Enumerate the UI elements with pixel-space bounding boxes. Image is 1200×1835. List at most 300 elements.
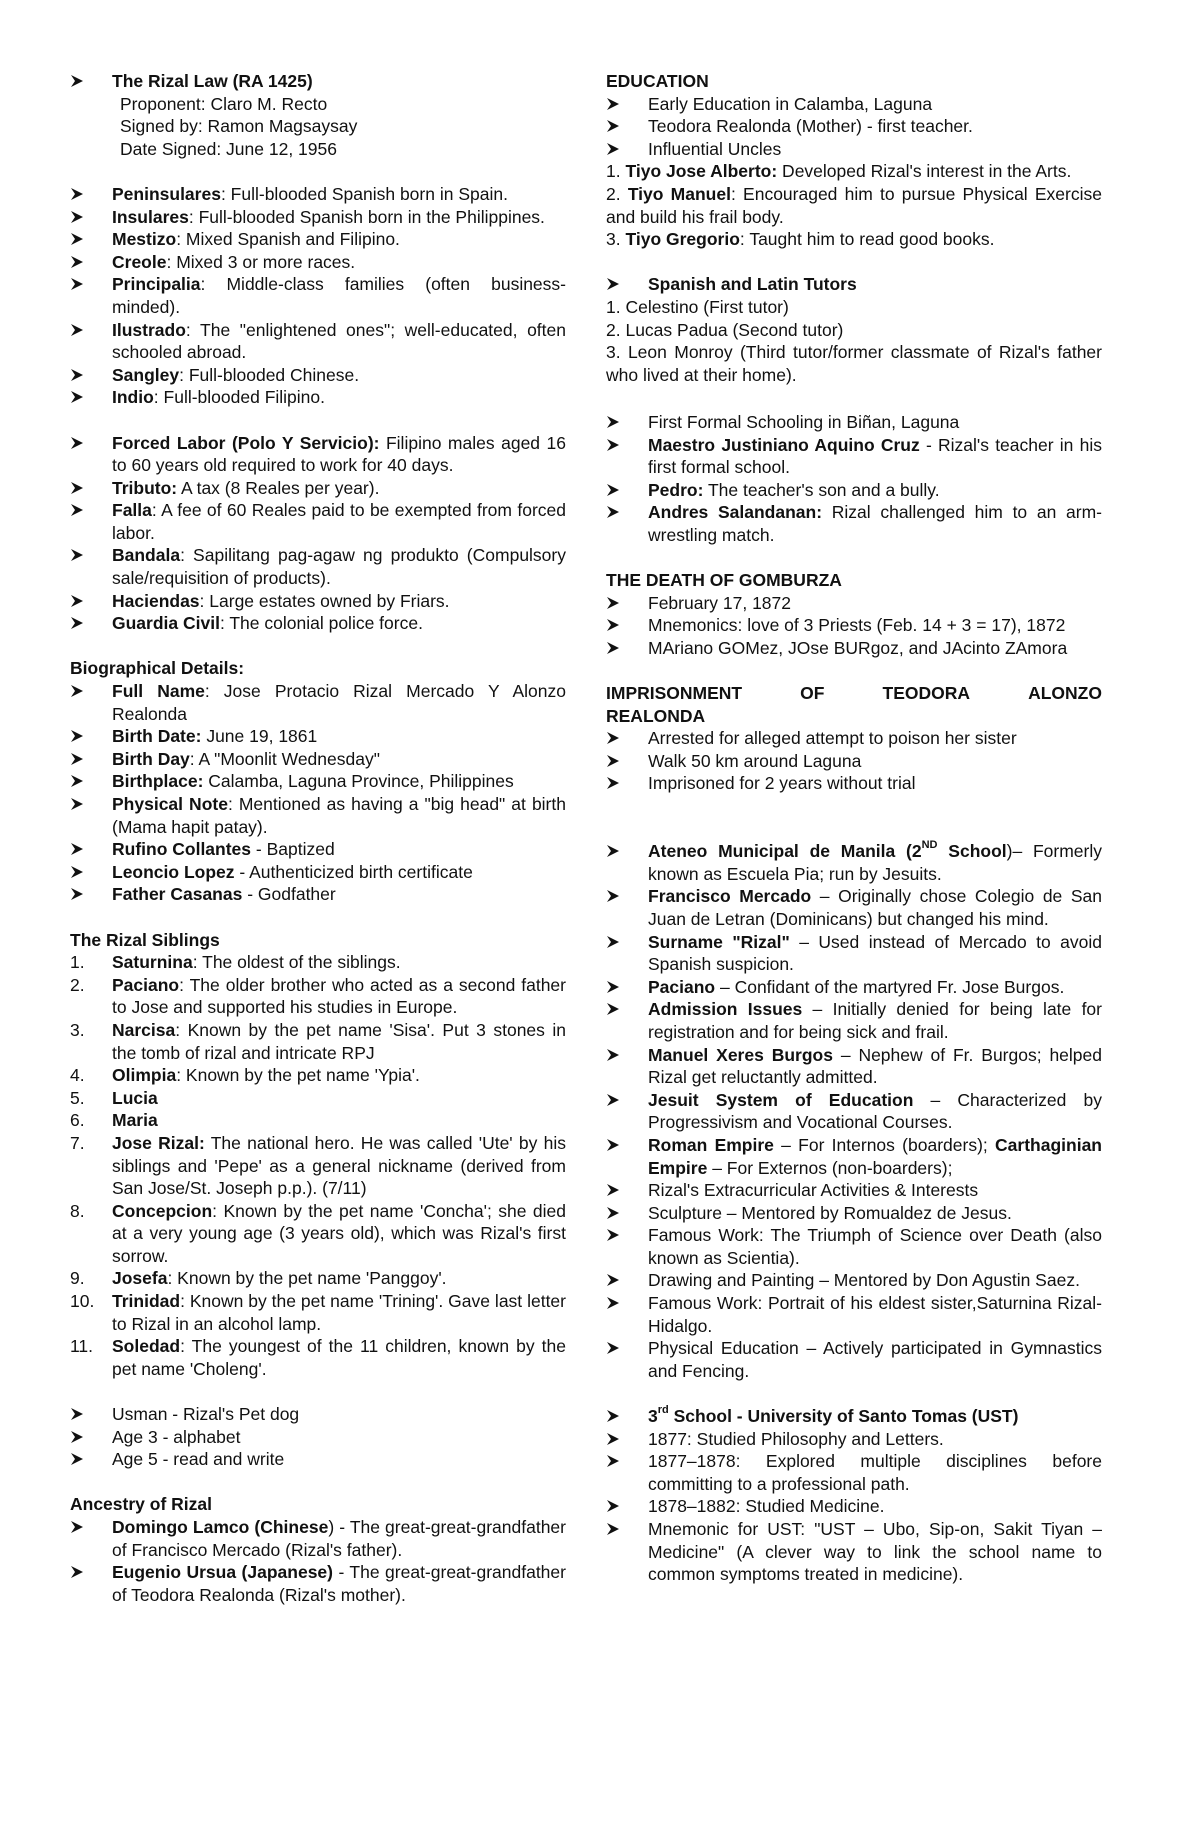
item-text: Sculpture – Mentored by Romualdez de Jesus. xyxy=(648,1202,1012,1223)
list-item xyxy=(70,273,566,318)
ust-heading-text: School - University of Santo Tomas (UST) xyxy=(668,1406,1019,1427)
term: Maria xyxy=(112,1110,158,1131)
arrow-bullet-icon xyxy=(606,750,628,772)
definition: : Full-blooded Spanish born in the Philippines. xyxy=(188,206,545,227)
item-text: Usman - Rizal's Pet dog xyxy=(112,1404,300,1425)
bio-heading: Biographical Details: xyxy=(70,658,245,679)
imprisonment-heading-line2: REALONDA xyxy=(606,705,706,726)
education-list xyxy=(606,93,1102,161)
binan-list xyxy=(606,411,1102,547)
item-text: Early Education in Calamba, Laguna xyxy=(648,93,933,114)
imprisonment-heading xyxy=(606,682,1102,705)
arrow-bullet-icon xyxy=(70,748,92,770)
arrow-bullet-icon xyxy=(606,885,628,907)
arrow-bullet-icon xyxy=(70,725,92,747)
definition: : Jose Protacio Rizal Mercado Y Alonzo Realonda xyxy=(112,681,566,724)
term: Paciano xyxy=(648,976,716,997)
ateneo-sup: ND xyxy=(921,839,938,852)
term: Jose Rizal: xyxy=(112,1132,205,1153)
term: Eugenio Ursua (Japanese) xyxy=(112,1562,333,1583)
list-item xyxy=(70,183,566,206)
tutors-heading: Spanish and Latin Tutors xyxy=(648,274,857,295)
arrow-bullet-icon xyxy=(606,1134,628,1156)
item-number: 4. xyxy=(70,1065,85,1086)
definition: Developed Rizal's interest in the Arts. xyxy=(777,161,1072,182)
arrow-bullet-icon xyxy=(70,386,92,408)
item-number: 5. xyxy=(70,1087,85,1108)
right-column xyxy=(606,70,1102,1586)
ateneo-term-text2: School xyxy=(937,841,1007,862)
definition: : Mixed Spanish and Filipino. xyxy=(176,229,400,250)
numbered-item xyxy=(70,951,566,974)
arrow-bullet-icon xyxy=(70,499,92,521)
term: Tiyo Gregorio xyxy=(625,229,740,250)
rizal-law-date-signed: Date Signed: June 12, 1956 xyxy=(120,138,337,159)
list-item xyxy=(70,206,566,229)
item-text: Drawing and Painting – Mentored by Don Agustin Saez. xyxy=(648,1270,1080,1291)
term: Tiyo Manuel xyxy=(627,183,731,204)
definition: The national hero. He was called 'Ute' by his siblings and 'Pepe' as a general nickname (derived from San Jose/St. Joseph p.p.). (7/11) xyxy=(112,1132,566,1199)
term: Manuel Xeres Burgos xyxy=(648,1044,833,1065)
definition: : The oldest of the siblings. xyxy=(192,952,401,973)
list-item xyxy=(606,1428,1102,1451)
arrow-bullet-icon xyxy=(606,931,628,953)
arrow-bullet-icon xyxy=(606,115,628,137)
colonial-practices-list xyxy=(70,432,566,635)
arrow-bullet-icon xyxy=(606,637,628,659)
arrow-bullet-icon xyxy=(606,1450,628,1472)
list-item xyxy=(606,1518,1102,1586)
ateneo-def: )– Formerly known as Escuela Pia; run by Jesuits. xyxy=(648,841,1102,884)
term: Falla xyxy=(112,500,152,521)
list-item xyxy=(70,612,566,635)
list-item xyxy=(606,637,1102,660)
definition: : A fee of 60 Reales paid to be exempted from forced labor. xyxy=(112,500,566,543)
ust-sup: rd xyxy=(657,1404,669,1417)
social-classes-list xyxy=(70,183,566,409)
item-text: Teodora Realonda (Mother) - first teacher. xyxy=(648,116,973,137)
definition: Calamba, Laguna Province, Philippines xyxy=(203,771,514,792)
arrow-bullet-icon xyxy=(70,228,92,250)
education-heading: EDUCATION xyxy=(606,71,709,91)
imprisonment-heading-word: OF xyxy=(800,683,825,704)
definition: : Known by the pet name 'Trining'. Gave last letter to Rizal in an alcohol lamp. xyxy=(112,1291,566,1334)
definition: – Initially denied for being late for registration and for being sick and frail. xyxy=(648,999,1102,1042)
list-item xyxy=(70,861,566,884)
list-item xyxy=(606,885,1102,930)
arrow-bullet-icon xyxy=(70,1448,92,1470)
term: Leoncio Lopez xyxy=(112,861,235,882)
list-item xyxy=(606,1134,1102,1179)
definition: : Encouraged him to pursue Physical Exercise and build his frail body. xyxy=(606,183,1102,227)
arrow-bullet-icon xyxy=(606,1224,628,1246)
list-item xyxy=(70,364,566,387)
term: Bandala xyxy=(112,545,181,566)
item-text: 1877: Studied Philosophy and Letters. xyxy=(648,1428,944,1449)
definition: - Godfather xyxy=(242,884,336,905)
list-item xyxy=(606,1405,1102,1428)
siblings-list xyxy=(70,951,566,1380)
arrow-bullet-icon xyxy=(70,70,92,92)
arrow-bullet-icon xyxy=(606,1428,628,1450)
definition: : Known by the pet name 'Sisa'. Put 3 stones in the tomb of rizal and intricate RPJ xyxy=(112,1019,566,1063)
list-item xyxy=(70,544,566,589)
list-item xyxy=(70,590,566,613)
list-item xyxy=(606,1495,1102,1518)
list-item xyxy=(606,273,1102,296)
item-text: 1877–1878: Explored multiple disciplines before committing to a professional path. xyxy=(648,1451,1102,1494)
carthage-def: – For Externos (non-boarders); xyxy=(707,1157,953,1178)
arrow-bullet-icon xyxy=(70,793,92,815)
arrow-bullet-icon xyxy=(606,998,628,1020)
item-number: 3. xyxy=(606,229,621,250)
item-number: 10. xyxy=(70,1291,95,1312)
numbered-item xyxy=(70,1200,566,1268)
numbered-item xyxy=(70,1064,566,1087)
tutor-line: 3. Leon Monroy (Third tutor/former classmate of Rizal's father who lived at their home). xyxy=(606,342,1102,385)
arrow-bullet-icon xyxy=(70,364,92,386)
list-item xyxy=(606,727,1102,750)
definition: – Nephew of Fr. Burgos; helped Rizal get reluctantly admitted. xyxy=(648,1044,1102,1088)
uncles-list xyxy=(606,160,1102,250)
item-text: Mnemonics: love of 3 Priests (Feb. 14 + 3 = 17), 1872 xyxy=(648,615,1066,636)
definition: – Originally chose Colegio de San Juan de Letran (Dominicans) but changed his mind. xyxy=(648,886,1102,929)
definition: - The great-great-grandfather of Teodora Realonda (Rizal's mother). xyxy=(112,1562,566,1605)
definition: : Full-blooded Chinese. xyxy=(179,364,360,385)
term: Principalia xyxy=(112,274,201,295)
item-number: 6. xyxy=(70,1110,85,1131)
definition: : Known by the pet name 'Ypia'. xyxy=(176,1065,420,1086)
list-item xyxy=(606,1202,1102,1225)
item-text: Walk 50 km around Laguna xyxy=(648,750,862,771)
list-item xyxy=(70,1426,566,1449)
tutor-line: 2. Lucas Padua (Second tutor) xyxy=(606,319,844,340)
list-item xyxy=(70,1561,566,1606)
item-text: MAriano GOMez, JOse BURgoz, and JAcinto ZAmora xyxy=(648,637,1068,658)
arrow-bullet-icon xyxy=(606,1179,628,1201)
bio-list xyxy=(70,680,566,906)
term: Paciano xyxy=(112,974,180,995)
term: Ilustrado xyxy=(112,319,186,340)
term: Surname "Rizal" xyxy=(648,931,790,952)
arrow-bullet-icon xyxy=(70,590,92,612)
list-item xyxy=(606,1089,1102,1134)
definition: : Taught him to read good books. xyxy=(739,229,995,250)
term: Father Casanas xyxy=(112,884,243,905)
term: Admission Issues xyxy=(648,999,803,1020)
item-text: Famous Work: Portrait of his eldest sister,Saturnina Rizal-Hidalgo. xyxy=(648,1293,1102,1336)
list-item xyxy=(606,772,1102,795)
roman-term: Roman Empire xyxy=(648,1134,774,1155)
term: Peninsulares xyxy=(112,183,221,204)
arrow-bullet-icon xyxy=(606,1495,628,1517)
numbered-item xyxy=(606,160,1102,183)
term: Pedro: xyxy=(648,479,704,500)
definition: : Full-blooded Filipino. xyxy=(153,387,325,408)
numbered-item xyxy=(606,228,1102,251)
arrow-bullet-icon xyxy=(606,1518,628,1540)
definition: ) - The great-great-grandfather of Francisco Mercado (Rizal's father). xyxy=(112,1517,566,1560)
term: Narcisa xyxy=(112,1019,176,1040)
numbered-item xyxy=(70,1335,566,1380)
term: Insulares xyxy=(112,206,189,227)
definition: June 19, 1861 xyxy=(201,726,318,747)
arrow-bullet-icon xyxy=(606,273,628,295)
list-item xyxy=(606,1450,1102,1495)
term: Concepcion xyxy=(112,1200,213,1221)
ancestry-heading: Ancestry of Rizal xyxy=(70,1494,212,1515)
arrow-bullet-icon xyxy=(606,1089,628,1111)
numbered-item xyxy=(606,183,1102,228)
list-item xyxy=(70,748,566,771)
left-column xyxy=(70,70,566,1606)
term: Birthplace: xyxy=(112,771,204,792)
list-item xyxy=(70,1448,566,1471)
definition: : The older brother who acted as a second father to Jose and supported his studies in Europe. xyxy=(112,974,566,1018)
arrow-bullet-icon xyxy=(606,1405,628,1427)
arrow-bullet-icon xyxy=(606,976,628,998)
arrow-bullet-icon xyxy=(606,479,628,501)
definition: The teacher's son and a bully. xyxy=(703,479,940,500)
item-number: 9. xyxy=(70,1268,85,1289)
arrow-bullet-icon xyxy=(70,273,92,295)
arrow-bullet-icon xyxy=(606,1269,628,1291)
list-item xyxy=(606,840,1102,885)
list-item xyxy=(70,477,566,500)
list-item xyxy=(606,138,1102,161)
list-item xyxy=(70,838,566,861)
arrow-bullet-icon xyxy=(606,614,628,636)
definition: : Known by the pet name 'Concha'; she died at a very young age (3 years old), which was Rizal's first sorrow. xyxy=(112,1200,566,1266)
ust-heading xyxy=(648,1406,1018,1426)
list-item xyxy=(606,931,1102,976)
list-item xyxy=(606,411,1102,434)
arrow-bullet-icon xyxy=(606,434,628,456)
term: Full Name xyxy=(112,681,205,702)
rizal-law-title: The Rizal Law (RA 1425) xyxy=(112,71,313,91)
ust-list xyxy=(606,1428,1102,1586)
item-text: Famous Work: The Triumph of Science over Death (also known as Scientia). xyxy=(648,1225,1102,1268)
definition: : Mixed 3 or more races. xyxy=(166,251,356,272)
term: Rufino Collantes xyxy=(112,839,252,860)
term: Indio xyxy=(112,387,154,408)
activities-list xyxy=(606,1179,1102,1382)
rizal-law-signed-by: Signed by: Ramon Magsaysay xyxy=(120,116,358,137)
list-item xyxy=(70,770,566,793)
term: Physical Note xyxy=(112,794,228,814)
definition: : Middle-class families (often business-minded). xyxy=(112,274,566,317)
list-item xyxy=(606,1337,1102,1382)
list-item xyxy=(70,680,566,725)
arrow-bullet-icon xyxy=(70,1403,92,1425)
arrow-bullet-icon xyxy=(70,183,92,205)
arrow-bullet-icon xyxy=(606,138,628,160)
definition: – Used instead of Mercado to avoid Spanish suspicion. xyxy=(648,931,1102,975)
list-item xyxy=(70,883,566,906)
list-item xyxy=(606,1224,1102,1269)
numbered-item xyxy=(70,1132,566,1200)
list-item xyxy=(606,1044,1102,1089)
tutors-list xyxy=(606,296,1102,386)
term: Forced Labor (Polo Y Servicio): xyxy=(112,432,380,453)
imprisonment-heading-word: TEODORA xyxy=(882,683,971,704)
definition: : The "enlightened ones"; well-educated, often schooled abroad. xyxy=(112,319,566,363)
item-text: Rizal's Extracurricular Activities & Interests xyxy=(648,1180,979,1201)
item-number: 2. xyxy=(70,974,85,995)
arrow-bullet-icon xyxy=(606,840,628,862)
arrow-bullet-icon xyxy=(606,727,628,749)
item-text: Influential Uncles xyxy=(648,138,782,159)
list-item xyxy=(606,479,1102,502)
arrow-bullet-icon xyxy=(606,772,628,794)
item-number: 2. xyxy=(606,183,621,204)
list-item xyxy=(70,725,566,748)
gomburza-heading: THE DEATH OF GOMBURZA xyxy=(606,570,842,591)
ust-num: 3 xyxy=(648,1406,658,1427)
roman-def: – For Internos (boarders); xyxy=(773,1134,988,1155)
list-item xyxy=(70,251,566,274)
definition: : Mentioned as having a "big head" at birth (Mama hapit patay). xyxy=(112,794,566,837)
numbered-item xyxy=(70,1290,566,1335)
term: Birth Date: xyxy=(112,726,202,747)
siblings-heading: The Rizal Siblings xyxy=(70,929,220,950)
arrow-bullet-icon xyxy=(606,1202,628,1224)
list-item xyxy=(606,998,1102,1043)
item-number: 1. xyxy=(70,952,85,973)
term: Lucia xyxy=(112,1087,158,1108)
definition: : Large estates owned by Friars. xyxy=(199,590,450,611)
arrow-bullet-icon xyxy=(70,206,92,228)
definition: A tax (8 Reales per year). xyxy=(177,477,380,498)
list-item xyxy=(70,1403,566,1426)
arrow-bullet-icon xyxy=(70,838,92,860)
term: Mestizo xyxy=(112,229,177,250)
arrow-bullet-icon xyxy=(606,1337,628,1359)
item-text: Age 5 - read and write xyxy=(112,1449,285,1470)
imprisonment-heading-word: IMPRISONMENT xyxy=(606,683,743,704)
term: Domingo Lamco (Chinese xyxy=(112,1517,329,1537)
item-number: 11. xyxy=(70,1336,94,1357)
definition: - Authenticized birth certificate xyxy=(234,861,473,882)
list-item xyxy=(70,793,566,838)
definition: : The youngest of the 11 children, known by the pet name 'Choleng'. xyxy=(112,1336,566,1379)
item-number: 7. xyxy=(70,1132,85,1153)
imprisonment-list xyxy=(606,727,1102,795)
item-number: 3. xyxy=(70,1019,85,1040)
arrow-bullet-icon xyxy=(606,501,628,523)
gomburza-list xyxy=(606,592,1102,660)
item-number: 8. xyxy=(70,1200,85,1221)
item-text: Physical Education – Actively participated in Gymnastics and Fencing. xyxy=(648,1338,1102,1381)
arrow-bullet-icon xyxy=(70,1516,92,1538)
definition: – Confidant of the martyred Fr. Jose Burgos. xyxy=(715,976,1065,997)
item-number: 1. xyxy=(606,161,621,182)
arrow-bullet-icon xyxy=(606,411,628,433)
imprisonment-heading-word: ALONZO xyxy=(1028,683,1102,704)
term: Francisco Mercado xyxy=(648,886,812,907)
list-item xyxy=(606,115,1102,138)
definition: : The colonial police force. xyxy=(219,613,423,634)
definition: - Rizal's teacher in his first formal school. xyxy=(648,434,1102,478)
item-text: Mnemonic for UST: "UST – Ubo, Sip-on, Sakit Tiyan – Medicine" (A clever way to link the school name to common symptoms treated in medicine). xyxy=(648,1519,1102,1585)
item-text: Imprisoned for 2 years without trial xyxy=(648,773,916,794)
numbered-item xyxy=(70,1087,566,1110)
rizal-law-proponent: Proponent: Claro M. Recto xyxy=(120,93,328,114)
list-item xyxy=(606,93,1102,116)
term: Trinidad xyxy=(112,1291,181,1312)
list-item xyxy=(606,501,1102,546)
numbered-item xyxy=(70,1267,566,1290)
arrow-bullet-icon xyxy=(70,680,92,702)
arrow-bullet-icon xyxy=(70,612,92,634)
arrow-bullet-icon xyxy=(70,432,92,454)
term: Creole xyxy=(112,251,167,272)
list-item xyxy=(70,228,566,251)
term: Tributo: xyxy=(112,477,178,498)
term: Guardia Civil xyxy=(112,613,220,634)
tutor-line: 1. Celestino (First tutor) xyxy=(606,296,789,317)
term: Tiyo Jose Alberto: xyxy=(625,161,778,182)
term: Jesuit System of Education xyxy=(648,1089,914,1110)
list-item xyxy=(606,592,1102,615)
arrow-bullet-icon xyxy=(70,1561,92,1583)
definition: - Baptized xyxy=(251,839,335,860)
list-item xyxy=(70,70,566,93)
term: Saturnina xyxy=(112,952,193,973)
list-item xyxy=(606,1179,1102,1202)
term: Olimpia xyxy=(112,1065,177,1086)
item-text: February 17, 1872 xyxy=(648,592,792,613)
arrow-bullet-icon xyxy=(70,544,92,566)
definition: : Known by the pet name 'Panggoy'. xyxy=(167,1268,447,1289)
list-item xyxy=(70,499,566,544)
numbered-item xyxy=(70,1109,566,1132)
list-item xyxy=(606,614,1102,637)
arrow-bullet-icon xyxy=(70,319,92,341)
carthage-term: Carthaginian Empire xyxy=(648,1134,1102,1178)
arrow-bullet-icon xyxy=(606,1044,628,1066)
list-item xyxy=(606,750,1102,773)
arrow-bullet-icon xyxy=(606,93,628,115)
misc-list xyxy=(70,1403,566,1471)
definition: : A "Moonlit Wednesday" xyxy=(189,748,380,769)
list-item xyxy=(70,386,566,409)
term: Soledad xyxy=(112,1336,181,1357)
definition: Filipino males aged 16 to 60 years old required to work for 40 days. xyxy=(112,432,566,476)
arrow-bullet-icon xyxy=(70,1426,92,1448)
definition: First Formal Schooling in Biñan, Laguna xyxy=(648,411,960,432)
list-item xyxy=(606,434,1102,479)
item-text: Arrested for alleged attempt to poison her sister xyxy=(648,728,1017,749)
ancestry-list xyxy=(70,1516,566,1606)
definition: : Full-blooded Spanish born in Spain. xyxy=(220,183,508,204)
list-item xyxy=(70,1516,566,1561)
definition: Rizal challenged him to an arm-wrestling match. xyxy=(648,502,1102,545)
item-text: 1878–1882: Studied Medicine. xyxy=(648,1496,885,1517)
list-item xyxy=(606,1269,1102,1292)
list-item xyxy=(606,976,1102,999)
term: Andres Salandanan: xyxy=(648,502,823,523)
ateneo-term-text: Ateneo Municipal de Manila (2 xyxy=(648,841,922,862)
term: Birth Day xyxy=(112,748,190,769)
arrow-bullet-icon xyxy=(70,861,92,883)
term: Maestro Justiniano Aquino Cruz xyxy=(648,434,920,455)
numbered-item xyxy=(70,1019,566,1064)
list-item xyxy=(70,319,566,364)
list-item xyxy=(70,432,566,477)
arrow-bullet-icon xyxy=(70,883,92,905)
arrow-bullet-icon xyxy=(70,770,92,792)
